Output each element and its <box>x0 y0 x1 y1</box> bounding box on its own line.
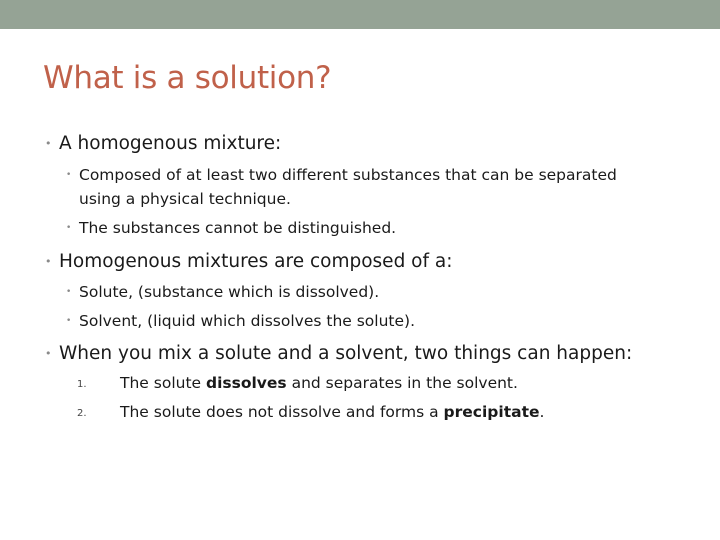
item-text-bold: precipitate <box>443 403 540 421</box>
bullet-marker: • <box>45 347 52 360</box>
item-text-bold: dissolves <box>205 374 287 392</box>
sub-bullet-text: Composed of at least two different substances that can be separated <box>79 166 617 184</box>
sub-bullet-text: Solvent, (liquid which dissolves the solute). <box>79 312 416 330</box>
bullet-item <box>45 133 282 154</box>
numbered-item <box>77 374 518 392</box>
item-number: 1. <box>77 379 87 390</box>
item-text-pre: The solute <box>120 374 206 392</box>
bullet-marker: • <box>66 170 72 180</box>
bullet-text: A homogenous mixture: <box>59 133 282 154</box>
sub-bullet-text: Solute, (substance which is dissolved). <box>79 283 380 301</box>
bullet-marker: • <box>66 316 72 326</box>
item-text-post: and separates in the solvent. <box>286 374 518 392</box>
bullet-marker: • <box>66 223 72 233</box>
sub-bullet-text: using a physical technique. <box>79 190 291 208</box>
bullet-marker: • <box>45 137 52 150</box>
bullet-marker: • <box>66 287 72 297</box>
item-text-pre: The solute does not dissolve and forms a <box>120 403 444 421</box>
bullet-item <box>45 251 453 272</box>
item-number: 2. <box>77 408 87 419</box>
bullet-text: Homogenous mixtures are composed of a: <box>59 251 453 272</box>
slide-title: What is a solution? <box>43 60 332 96</box>
sub-bullet-item <box>66 312 416 330</box>
sub-bullet-text: The substances cannot be distinguished. <box>79 219 397 237</box>
sub-bullet-continuation <box>79 190 291 208</box>
numbered-item <box>77 403 545 421</box>
bullet-item <box>45 343 633 364</box>
sub-bullet-item <box>66 166 617 184</box>
bullet-text: When you mix a solute and a solvent, two things can happen: <box>59 343 633 364</box>
sub-bullet-item <box>66 219 397 237</box>
bullet-marker: • <box>45 255 52 268</box>
item-text-post: . <box>539 403 545 421</box>
sub-bullet-item <box>66 283 380 301</box>
